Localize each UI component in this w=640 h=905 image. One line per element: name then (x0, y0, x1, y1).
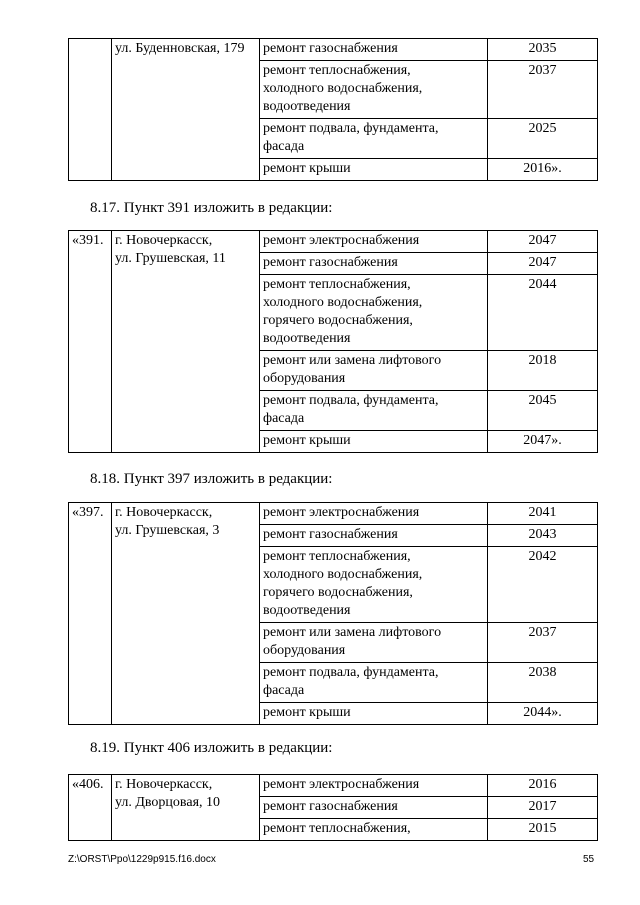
work-line: ремонт теплоснабжения, (263, 277, 411, 292)
address-line: ул. Грушевская, 3 (115, 523, 220, 538)
year-cell: 2025 (488, 119, 598, 159)
address-cell (112, 231, 260, 453)
work-cell (260, 431, 488, 453)
footer-file-path: Z:\ORST\Ppo\1229p915.f16.docx (68, 854, 216, 865)
work-line: ремонт крыши (263, 433, 351, 448)
work-line: ремонт теплоснабжения, (263, 63, 411, 78)
table-item-397 (68, 502, 598, 725)
work-cell (260, 119, 488, 159)
paragraph-8-17: 8.17. Пункт 391 изложить в редакции: (90, 200, 333, 216)
work-line: ремонт газоснабжения (263, 527, 398, 542)
table-row (69, 775, 598, 797)
year-cell: 2015 (488, 819, 598, 841)
work-line: ремонт газоснабжения (263, 255, 398, 270)
address-cell (112, 775, 260, 841)
table-item-391 (68, 230, 598, 453)
work-cell (260, 351, 488, 391)
work-cell (260, 703, 488, 725)
work-line: водоотведения (263, 603, 351, 618)
table-building-179 (68, 38, 598, 181)
work-line: ремонт подвала, фундамента, (263, 665, 439, 680)
work-line: фасада (263, 411, 305, 426)
work-cell (260, 547, 488, 623)
work-cell (260, 797, 488, 819)
table-row (69, 39, 598, 61)
work-line: ремонт или замена лифтового (263, 353, 442, 368)
work-line: оборудования (263, 371, 346, 386)
table-row (69, 231, 598, 253)
address-line: ул. Буденновская, 179 (115, 41, 245, 56)
address-line: г. Новочеркасск, (115, 777, 213, 792)
work-line: ремонт электроснабжения (263, 777, 420, 792)
work-line: ремонт крыши (263, 705, 351, 720)
year-cell: 2043 (488, 525, 598, 547)
address-line: ул. Дворцовая, 10 (115, 795, 221, 810)
work-line: холодного водоснабжения, (263, 567, 423, 582)
year-cell: 2047 (488, 231, 598, 253)
work-line: ремонт газоснабжения (263, 41, 398, 56)
work-line: ремонт или замена лифтового (263, 625, 442, 640)
work-line: холодного водоснабжения, (263, 81, 423, 96)
work-cell (260, 391, 488, 431)
year-cell: 2018 (488, 351, 598, 391)
year-cell: 2016». (488, 159, 598, 181)
year-cell: 2035 (488, 39, 598, 61)
table-row (69, 503, 598, 525)
work-line: фасада (263, 139, 305, 154)
work-line: водоотведения (263, 331, 351, 346)
year-cell: 2045 (488, 391, 598, 431)
table-item-406 (68, 774, 598, 841)
work-line: ремонт теплоснабжения, (263, 549, 411, 564)
work-line: ремонт электроснабжения (263, 505, 420, 520)
work-line: водоотведения (263, 99, 351, 114)
year-cell: 2041 (488, 503, 598, 525)
work-cell (260, 819, 488, 841)
year-cell: 2038 (488, 663, 598, 703)
year-cell: 2044 (488, 275, 598, 351)
work-cell (260, 253, 488, 275)
footer-page-number: 55 (583, 854, 595, 865)
address-cell (112, 39, 260, 181)
work-line: ремонт подвала, фундамента, (263, 393, 439, 408)
item-number-cell: «397. (69, 503, 112, 725)
address-line: г. Новочеркасск, (115, 505, 213, 520)
work-cell (260, 525, 488, 547)
work-line: горячего водоснабжения, (263, 313, 413, 328)
work-cell (260, 61, 488, 119)
work-line: ремонт электроснабжения (263, 233, 420, 248)
year-cell: 2017 (488, 797, 598, 819)
paragraph-8-18: 8.18. Пункт 397 изложить в редакции: (90, 471, 333, 487)
item-number-cell (69, 39, 112, 181)
item-number-cell: «406. (69, 775, 112, 841)
item-number-cell: «391. (69, 231, 112, 453)
paragraph-8-19: 8.19. Пункт 406 изложить в редакции: (90, 740, 333, 756)
year-cell: 2047». (488, 431, 598, 453)
address-line: г. Новочеркасск, (115, 233, 213, 248)
work-cell (260, 775, 488, 797)
year-cell: 2016 (488, 775, 598, 797)
address-cell (112, 503, 260, 725)
work-line: холодного водоснабжения, (263, 295, 423, 310)
year-cell: 2047 (488, 253, 598, 275)
work-line: горячего водоснабжения, (263, 585, 413, 600)
year-cell: 2044». (488, 703, 598, 725)
year-cell: 2037 (488, 61, 598, 119)
work-cell (260, 159, 488, 181)
year-cell: 2037 (488, 623, 598, 663)
work-line: ремонт газоснабжения (263, 799, 398, 814)
work-cell (260, 623, 488, 663)
work-cell (260, 275, 488, 351)
work-line: ремонт теплоснабжения, (263, 821, 411, 836)
work-cell (260, 503, 488, 525)
work-line: фасада (263, 683, 305, 698)
work-cell (260, 39, 488, 61)
work-cell (260, 663, 488, 703)
address-line: ул. Грушевская, 11 (115, 251, 226, 266)
work-line: ремонт крыши (263, 161, 351, 176)
work-line: ремонт подвала, фундамента, (263, 121, 439, 136)
year-cell: 2042 (488, 547, 598, 623)
work-line: оборудования (263, 643, 346, 658)
work-cell (260, 231, 488, 253)
